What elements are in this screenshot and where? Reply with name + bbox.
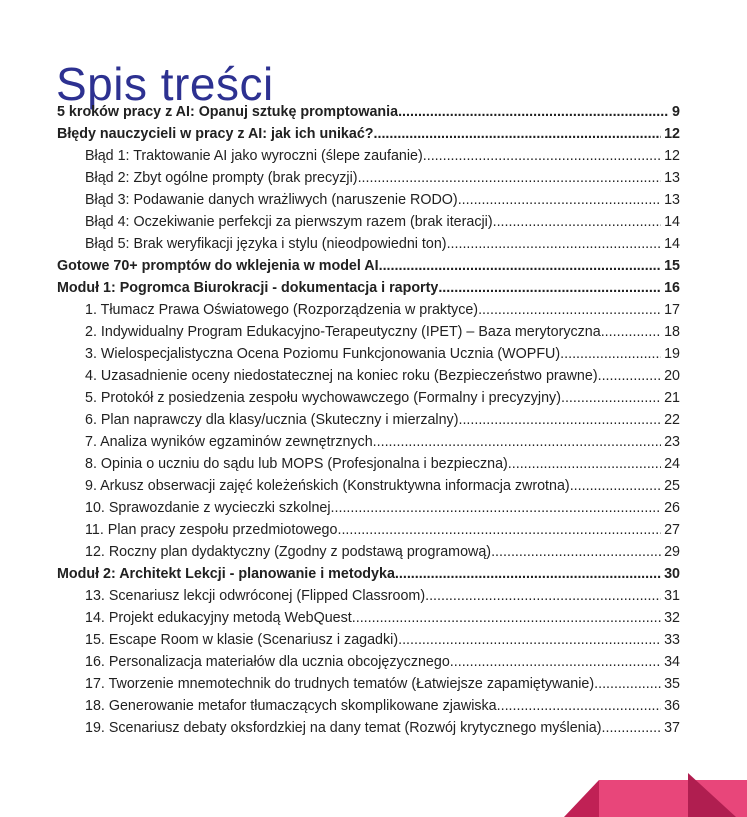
toc-leader-dots	[601, 321, 661, 343]
toc-leader-dots	[331, 497, 662, 519]
toc-entry-label: 18. Generowanie metafor tłumaczących skomplikowane zjawiska	[85, 698, 497, 714]
toc-page-number: 17	[664, 302, 680, 318]
toc-entry-label: Błąd 5: Brak weryfikacji języka i stylu (nieodpowiedni ton)	[85, 236, 447, 252]
toc-page-number: 20	[664, 368, 680, 384]
toc-leader-dots	[497, 695, 661, 717]
toc-entry[interactable]	[57, 277, 680, 299]
toc-entry[interactable]	[57, 255, 680, 277]
toc-entry[interactable]	[57, 475, 680, 497]
toc-entry-label: 15. Escape Room w klasie (Scenariusz i zagadki)	[85, 632, 399, 648]
toc-leader-dots	[450, 651, 661, 673]
toc-page-number: 37	[664, 720, 680, 736]
toc-leader-dots	[478, 299, 661, 321]
ribbon-left-fold	[564, 780, 599, 817]
toc-page-number: 22	[664, 412, 680, 428]
toc-entry[interactable]	[57, 299, 680, 321]
toc-leader-dots	[458, 189, 661, 211]
toc-page-number: 34	[664, 654, 680, 670]
toc-entry-label: Moduł 2: Architekt Lekcji - planowanie i metodyka	[57, 566, 395, 582]
toc-entry[interactable]	[57, 695, 680, 717]
toc-leader-dots	[561, 387, 661, 409]
toc-entry-label: Gotowe 70+ promptów do wklejenia w model AI	[57, 258, 379, 274]
toc-page-number: 30	[664, 566, 680, 582]
toc-entry[interactable]	[57, 717, 680, 739]
toc-leader-dots	[358, 167, 662, 189]
toc-leader-dots	[438, 277, 661, 299]
toc-page-number: 16	[664, 280, 680, 296]
toc-entry[interactable]	[57, 101, 680, 123]
toc-entry-label: 3. Wielospecjalistyczna Ocena Poziomu Funkcjonowania Ucznia (WOPFU)	[85, 346, 561, 362]
toc-entry-label: 8. Opinia o uczniu do sądu lub MOPS (Profesjonalna i bezpieczna)	[85, 456, 508, 472]
toc-leader-dots	[395, 563, 661, 585]
toc-leader-dots	[379, 255, 661, 277]
toc-entry-label: Błędy nauczycieli w pracy z AI: jak ich unikać?	[57, 126, 374, 142]
toc-entry-label: 13. Scenariusz lekcji odwróconej (Flipped Classroom)	[85, 588, 426, 604]
toc-leader-dots	[493, 211, 662, 233]
toc-list	[57, 101, 680, 739]
toc-leader-dots	[458, 409, 661, 431]
toc-entry[interactable]	[57, 673, 680, 695]
toc-page-number: 35	[664, 676, 680, 692]
toc-leader-dots	[594, 673, 661, 695]
toc-page-number: 13	[664, 170, 680, 186]
toc-entry-label: Błąd 4: Oczekiwanie perfekcji za pierwszym razem (brak iteracji)	[85, 214, 493, 230]
toc-entry-label: 5. Protokół z posiedzenia zespołu wychowawczego (Formalny i precyzyjny)	[85, 390, 561, 406]
page-title: Spis treści	[56, 57, 274, 110]
toc-entry-label: 11. Plan pracy zespołu przedmiotowego	[85, 522, 338, 538]
toc-entry-label: 12. Roczny plan dydaktyczny (Zgodny z podstawą programową)	[85, 544, 492, 560]
toc-entry[interactable]	[57, 541, 680, 563]
toc-leader-dots	[398, 629, 661, 651]
toc-page-number: 14	[664, 214, 680, 230]
toc-entry-label: 10. Sprawozdanie z wycieczki szkolnej	[85, 500, 331, 516]
toc-page-number: 19	[664, 346, 680, 362]
toc-entry-label: 6. Plan naprawczy dla klasy/ucznia (Skuteczny i mierzalny)	[85, 412, 459, 428]
toc-entry-label: 5 kroków pracy z AI: Opanuj sztukę promptowania	[57, 104, 399, 120]
toc-page-number: 13	[664, 192, 680, 208]
toc-leader-dots	[398, 101, 669, 123]
toc-entry[interactable]	[57, 519, 680, 541]
toc-entry[interactable]	[57, 607, 680, 629]
toc-entry[interactable]	[57, 431, 680, 453]
toc-entry[interactable]	[57, 167, 680, 189]
toc-page-number: 12	[664, 126, 680, 142]
toc-entry[interactable]	[57, 453, 680, 475]
toc-entry[interactable]	[57, 145, 680, 167]
toc-page-number: 36	[664, 698, 680, 714]
toc-page-number: 29	[664, 544, 680, 560]
toc-page-number: 15	[664, 258, 680, 274]
toc-leader-dots	[352, 607, 661, 629]
toc-entry-label: 1. Tłumacz Prawa Oświatowego (Rozporządzenia w praktyce)	[85, 302, 479, 318]
toc-entry[interactable]	[57, 585, 680, 607]
toc-page-number: 31	[664, 588, 680, 604]
toc-entry-label: 2. Indywidualny Program Edukacyjno-Terapeutyczny (IPET) – Baza merytoryczna	[85, 324, 601, 340]
toc-entry[interactable]	[57, 387, 680, 409]
toc-page-number: 12	[664, 148, 680, 164]
toc-page-number: 26	[664, 500, 680, 516]
toc-page-number: 32	[664, 610, 680, 626]
toc-entry-label: 9. Arkusz obserwacji zajęć koleżeńskich (Konstruktywna informacja zwrotna)	[85, 478, 570, 494]
toc-entry-label: 17. Tworzenie mnemotechnik do trudnych tematów (Łatwiejsze zapamiętywanie)	[85, 676, 595, 692]
toc-entry[interactable]	[57, 629, 680, 651]
toc-leader-dots	[602, 717, 662, 739]
toc-entry-label: 19. Scenariusz debaty oksfordzkiej na dany temat (Rozwój krytycznego myślenia)	[85, 720, 602, 736]
toc-entry-label: 7. Analiza wyników egzaminów zewnętrznych	[85, 434, 373, 450]
toc-entry[interactable]	[57, 233, 680, 255]
toc-entry-label: 16. Personalizacja materiałów dla ucznia obcojęzycznego	[85, 654, 450, 670]
toc-entry[interactable]	[57, 563, 680, 585]
toc-page-number: 23	[664, 434, 680, 450]
toc-leader-dots	[423, 145, 661, 167]
toc-page-number: 24	[664, 456, 680, 472]
toc-entry[interactable]	[57, 189, 680, 211]
toc-page-number: 25	[664, 478, 680, 494]
toc-page-number: 27	[664, 522, 680, 538]
toc-page-number: 18	[664, 324, 680, 340]
toc-entry[interactable]	[57, 497, 680, 519]
toc-leader-dots	[425, 585, 661, 607]
toc-leader-dots	[491, 541, 661, 563]
toc-leader-dots	[570, 475, 661, 497]
toc-entry-label: 4. Uzasadnienie oceny niedostatecznej na koniec roku (Bezpieczeństwo prawne)	[85, 368, 598, 384]
toc-entry[interactable]	[57, 343, 680, 365]
toc-leader-dots	[598, 365, 661, 387]
toc-entry-label: Błąd 3: Podawanie danych wrażliwych (naruszenie RODO)	[85, 192, 458, 208]
toc-entry[interactable]	[57, 409, 680, 431]
toc-entry-label: Błąd 2: Zbyt ogólne prompty (brak precyzji)	[85, 170, 358, 186]
toc-page-number: 14	[664, 236, 680, 252]
toc-entry-label: Błąd 1: Traktowanie AI jako wyroczni (ślepe zaufanie)	[85, 148, 423, 164]
toc-page-number: 33	[664, 632, 680, 648]
toc-leader-dots	[560, 343, 661, 365]
toc-leader-dots	[447, 233, 662, 255]
toc-leader-dots	[373, 431, 661, 453]
toc-entry[interactable]	[57, 123, 680, 145]
toc-entry[interactable]	[57, 365, 680, 387]
toc-leader-dots	[374, 123, 662, 145]
toc-page-number: 9	[672, 104, 680, 120]
toc-leader-dots	[508, 453, 661, 475]
toc-entry-label: Moduł 1: Pogromca Biurokracji - dokumentacja i raporty	[57, 280, 439, 296]
toc-entry[interactable]	[57, 211, 680, 233]
toc-leader-dots	[337, 519, 661, 541]
toc-entry[interactable]	[57, 651, 680, 673]
toc-page-number: 21	[664, 390, 680, 406]
toc-entry[interactable]	[57, 321, 680, 343]
toc-entry-label: 14. Projekt edukacyjny metodą WebQuest	[85, 610, 352, 626]
ribbon-decoration	[555, 771, 747, 817]
